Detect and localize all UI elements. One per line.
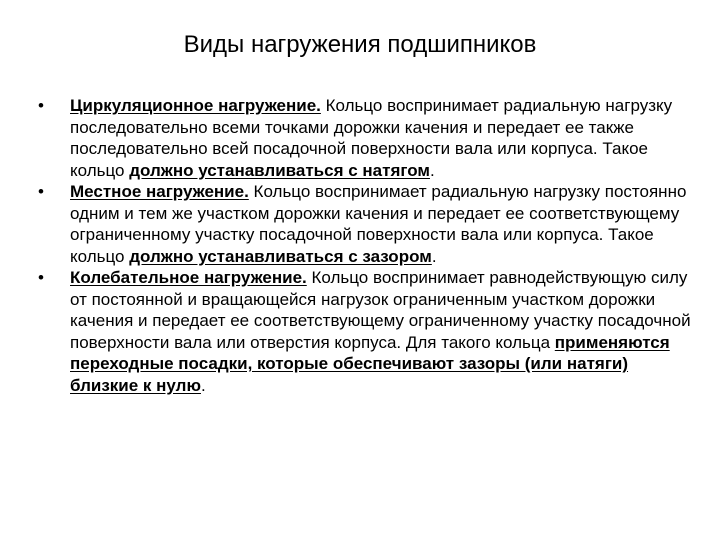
item-emphasis: должно устанавливаться с натягом [129,160,430,180]
list-item-local [38,181,698,267]
bullet-icon: • [38,268,44,287]
item-heading: Местное нагружение. [70,182,249,201]
item-heading: Колебательное нагружение. [70,268,307,287]
item-text: Кольцо воспринимает равнодействующую силу от постоянной и вращающейся нагрузок ограниченным участком дорожки качения и передает ее соответствующему ограниченному участку посадочной поверхности вала или отверстия корпуса. Для такого кольца [70,268,691,352]
item-text-end: . [429,160,435,180]
item-heading: Циркуляционное нагружение. [70,96,321,115]
item-emphasis: применяются переходные посадки, которые обеспечивают зазоры (или натяги) близкие к нулю [70,332,670,395]
item-text: Кольцо воспринимает радиальную нагрузку постоянно одним и тем же участком дорожки качения и передает ее соответствующему ограниченному участку посадочной поверхности вала или корпуса. Такое кольцо [70,182,687,266]
bullet-list [38,95,698,396]
bullet-icon: • [38,182,44,201]
list-item-oscillating [38,267,698,396]
item-emphasis: должно устанавливаться с зазором [129,246,432,266]
slide-title: Виды нагружения подшипников [183,31,537,58]
item-text-end: . [200,375,206,395]
item-text-end: . [431,246,437,266]
item-text: Кольцо воспринимает радиальную нагрузку последовательно всеми точками дорожки качения и передает ее также последовательно всей посадочной поверхности вала или корпуса. Такое кольцо [70,96,673,180]
list-item-circulating [38,95,698,181]
bullet-icon: • [38,96,44,115]
